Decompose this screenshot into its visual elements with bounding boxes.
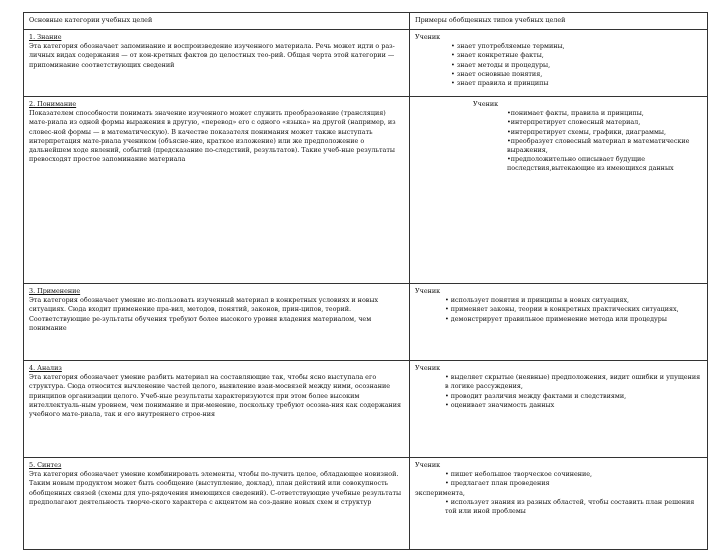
- learner-label: Ученик: [415, 461, 441, 469]
- list-item: • знает правила и принципы: [451, 79, 549, 88]
- results-list: [415, 470, 702, 516]
- category-text: Эта категория обозначает умение ис-пользовать изученный материал в конкретных условиях и новых ситуациях. Сюда входит применение пра-вил, методов, понятий, законов, прин-ципов, теорий. Соответствующие ре-зультаты обучения требуют более высокого уровня владения материалом, чем понимание: [29, 296, 379, 332]
- list-item: • пишет небольшое творческое сочинение,: [445, 470, 593, 479]
- category-title: 4. Анализ: [29, 364, 62, 372]
- category-cell: [24, 30, 410, 97]
- list-item: • проводит различия между фактами и следствиями,: [445, 391, 627, 400]
- table-row: [24, 30, 708, 97]
- category-text: Эта категория обозначает умение комбинировать элементы, чтобы по-лучить целое, обладающее новизной. Таким новым продуктом может быть сообщение (выступление, доклад), план действий или совокупность обобщенных связей (схемы для упо-рядочения имеющихся сведений). С-ответствующие учебные результаты предполагают деятельность творче-ского характера с акцентом на соз-дание новых схем и структур: [29, 470, 402, 506]
- header-row: [24, 13, 708, 30]
- results-list: [415, 373, 702, 410]
- category-title: 2. Понимание: [29, 100, 77, 108]
- examples-cell: [410, 30, 708, 97]
- list-item: • знает основные понятия,: [451, 69, 543, 78]
- list-item: • использует понятия и принципы в новых ситуациях,: [445, 296, 630, 305]
- results-list: [415, 109, 702, 173]
- header-categories: Основные категории учебных целей: [24, 13, 410, 30]
- header-examples: Примеры обобщенных типов учебных целей: [410, 13, 708, 30]
- learner-label: Ученик: [415, 33, 441, 41]
- goals-table: [23, 12, 708, 550]
- learner-label: Ученик: [415, 287, 441, 295]
- table-row: [24, 361, 708, 458]
- category-text: Показателем способности понимать значение изученного может служить преобразование (трансляция) мате-риала из одной формы выражения в другую, «перевод» его с одного «языка» на другой (например, из словес-ной формы — в математическую). В качестве показателя понимания может также выступать интерпретация мате-риала учеником (объясне-ние, краткое изложение) или же предположение о дальнейшем ходе явлений, событий (предсказание по-следствий, результатов). Такие учеб-ные результаты превосходят простое запоминание материала: [29, 109, 396, 164]
- table-row: [24, 97, 708, 284]
- category-cell: [24, 97, 410, 284]
- list-item: •интерпретирует схемы, графики, диаграммы,: [507, 127, 667, 136]
- category-cell: [24, 458, 410, 550]
- table-row: [24, 458, 708, 550]
- results-list: [415, 296, 702, 324]
- list-item: • использует знания из разных областей, чтобы составить план решения той или иной проблемы: [445, 497, 695, 516]
- learner-label: Ученик: [415, 364, 441, 372]
- list-item: •интерпретирует словесный материал,: [507, 118, 641, 127]
- list-item: •преобразует словесный материал в математические выражения,: [507, 136, 690, 155]
- learner-label: Ученик: [473, 100, 499, 108]
- category-title: 1. Знание: [29, 33, 62, 41]
- list-item: •понимает факты, правила и принципы,: [507, 109, 644, 118]
- category-cell: [24, 361, 410, 458]
- list-item: • выделяет скрытые (неявные) предположения, видит ошибки и упущения в логике рассуждения,: [445, 373, 701, 391]
- examples-cell: [410, 284, 708, 361]
- list-item: • знает употребляемые термины,: [451, 42, 565, 51]
- table-row: [24, 284, 708, 361]
- list-item: • знает методы и процедуры,: [451, 60, 551, 69]
- examples-cell: [410, 361, 708, 458]
- list-item: эксперимента,: [415, 488, 465, 497]
- list-item: • предлагает план проведения: [445, 479, 550, 488]
- examples-cell: [410, 97, 708, 284]
- list-item: • оценивает значимость данных: [445, 400, 555, 409]
- list-item: • знает конкретные факты,: [451, 51, 544, 60]
- category-title: 3. Применение: [29, 287, 81, 295]
- category-cell: [24, 284, 410, 361]
- examples-cell: [410, 458, 708, 550]
- category-title: 5. Синтез: [29, 461, 62, 469]
- list-item: • применяет законы, теории в конкретных практических ситуациях,: [445, 305, 679, 314]
- list-item: • демонстрирует правильное применение метода или процедуры: [445, 314, 667, 323]
- list-item: •предположительно описывает будущие последствия,вытекающие из имеющихся данных: [507, 155, 674, 173]
- category-text: Эта категория обозначает умение разбить материал на составляющие так, чтобы ясно выступала его структура. Сюда относится вычленение частей целого, выявление взаи-мосвязей между ними, осознание принципов организации целого. Учеб-ные результаты характеризуются при этом более высоким интеллектуаль-ным уровнем, чем понимание и при-менение, поскольку требуют осозна-ния как содержания учебного мате-риала, так и его внутреннего строе-ния: [29, 373, 402, 419]
- category-text: Эта категория обозначает запоминание и воспроизведение изученного материала. Речь может идти о раз-личных видах содержания — от кон-кретных фактов до целостных тео-рий. Общая черта этой категории — припоминание соответствующих сведений: [29, 42, 395, 69]
- results-list: [415, 42, 702, 88]
